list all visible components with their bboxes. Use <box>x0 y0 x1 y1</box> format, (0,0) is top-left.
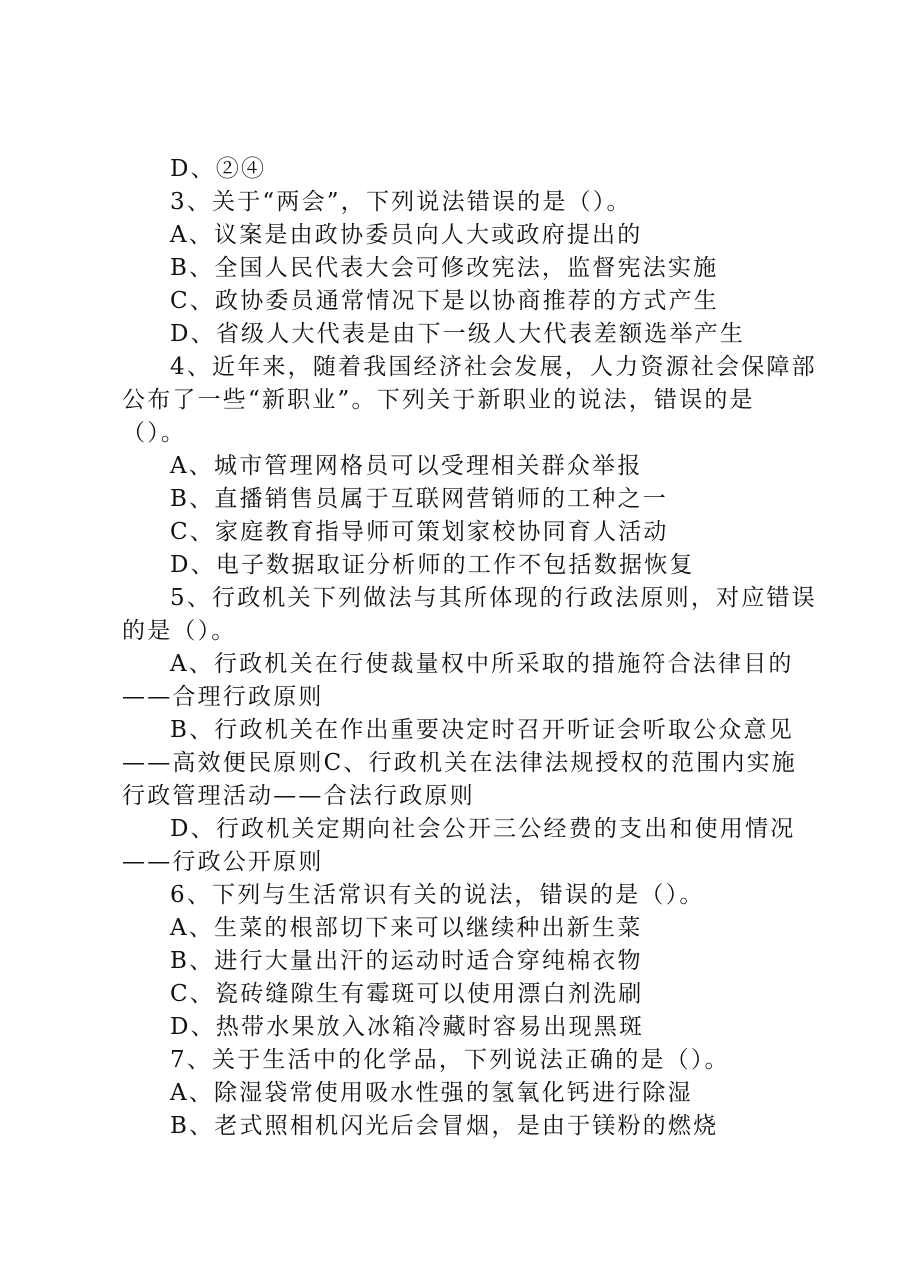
question-3-option-b: B、全国人民代表大会可修改宪法，监督宪法实施 <box>170 255 719 281</box>
question-4-stem-line-3: （）。 <box>122 420 187 446</box>
question-5-option-a-line-1: A、行政机关在行使裁量权中所采取的措施符合法律目的 <box>170 651 794 677</box>
question-5-option-d-line-2: ——行政公开原则 <box>122 849 324 875</box>
question-5-option-a-line-2: ——合理行政原则 <box>122 684 324 710</box>
text-line: D、②④ <box>170 156 267 182</box>
question-4-stem-line-1: 4、近年来，随着我国经济社会发展，人力资源社会保障部 <box>170 354 817 380</box>
question-5-option-c-line-2: 行政管理活动——合法行政原则 <box>122 783 475 809</box>
question-3-option-c: C、政协委员通常情况下是以协商推荐的方式产生 <box>170 288 719 314</box>
question-7-option-b: B、老式照相机闪光后会冒烟，是由于镁粉的燃烧 <box>170 1113 719 1139</box>
question-5-option-b-line-2: ——高效便民原则C、行政机关在法律法规授权的范围内实施 <box>122 750 797 776</box>
question-3-option-a: A、议案是由政协委员向人大或政府提出的 <box>170 222 643 248</box>
question-4-option-b: B、直播销售员属于互联网营销师的工种之一 <box>170 486 668 512</box>
question-4-option-d: D、电子数据取证分析师的工作不包括数据恢复 <box>170 552 695 578</box>
question-7-stem: 7、关于生活中的化学品，下列说法正确的是（）。 <box>170 1047 730 1073</box>
question-5-stem-line-2: 的是（）。 <box>122 618 237 644</box>
question-6-option-c: C、瓷砖缝隙生有霉斑可以使用漂白剂洗刷 <box>170 981 644 1007</box>
question-6-option-a: A、生菜的根部切下来可以继续种出新生菜 <box>170 915 643 941</box>
question-4-option-a: A、城市管理网格员可以受理相关群众举报 <box>170 453 643 479</box>
question-5-option-d-line-1: D、行政机关定期向社会公开三公经费的支出和使用情况 <box>170 816 796 842</box>
question-3-stem: 3、关于“两会”，下列说法错误的是（）。 <box>170 189 632 215</box>
question-5-option-b-line-1: B、行政机关在作出重要决定时召开听证会听取公众意见 <box>170 717 794 743</box>
question-5-stem-line-1: 5、行政机关下列做法与其所体现的行政法原则，对应错误 <box>170 585 817 611</box>
document-page <box>122 153 817 1143</box>
question-4-option-c: C、家庭教育指导师可策划家校协同育人活动 <box>170 519 669 545</box>
question-6-option-b: B、进行大量出汗的运动时适合穿纯棉衣物 <box>170 948 643 974</box>
question-3-option-d: D、省级人大代表是由下一级人大代表差额选举产生 <box>170 321 746 347</box>
question-6-option-d: D、热带水果放入冰箱冷藏时容易出现黑斑 <box>170 1014 645 1040</box>
question-4-stem-line-2: 公布了一些“新职业”。下列关于新职业的说法，错误的是 <box>122 387 755 413</box>
question-6-stem: 6、下列与生活常识有关的说法，错误的是（）。 <box>170 882 705 908</box>
question-7-option-a: A、除湿袋常使用吸水性强的氢氧化钙进行除湿 <box>170 1080 693 1106</box>
